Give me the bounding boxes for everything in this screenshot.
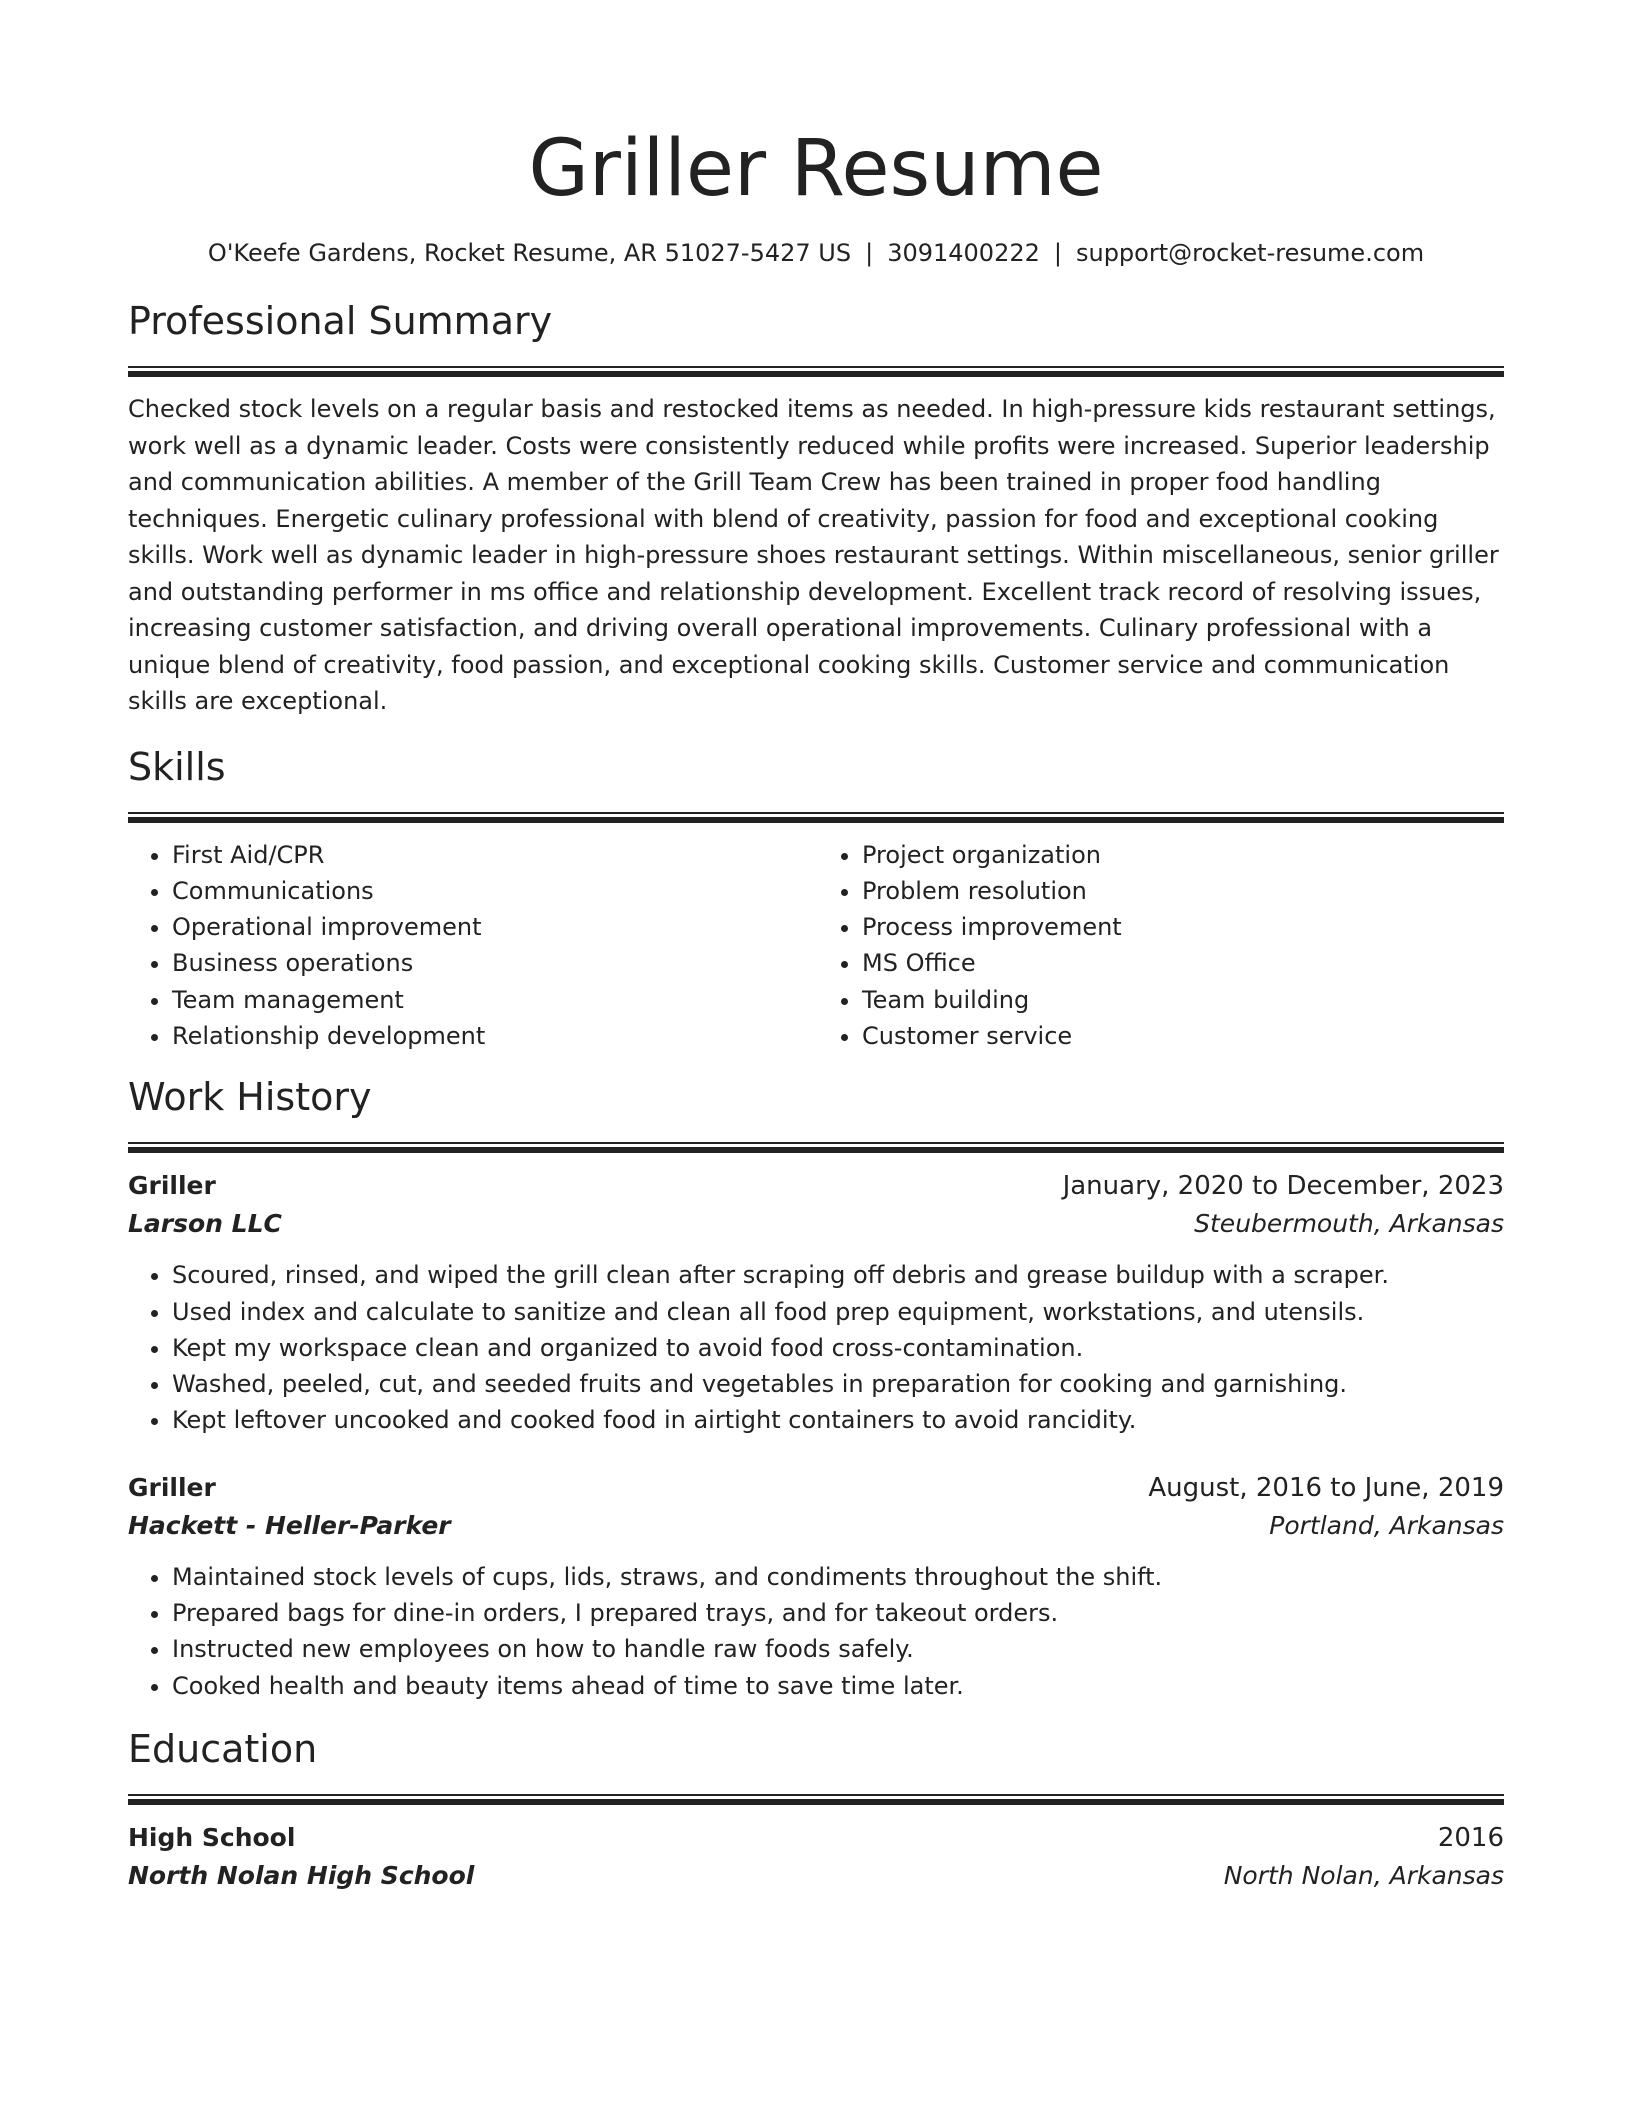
- duty-item: • Scoured, rinsed, and wiped the grill clean after scraping off debris and grease buildup with a scraper.: [172, 1257, 1504, 1293]
- education-heading: Education: [128, 1726, 318, 1771]
- job-duties: [128, 1559, 1504, 1704]
- skill-item: • Team building: [862, 982, 1504, 1018]
- skills-list-right: [816, 837, 1504, 1055]
- job-dates: January, 2020 to December, 2023: [1062, 1171, 1504, 1202]
- summary-section: [128, 296, 1504, 720]
- job-entry: [128, 1167, 1504, 1438]
- contact-separator: |: [1053, 239, 1062, 267]
- education-subheader: [128, 1857, 1504, 1895]
- skill-item: • Project organization: [862, 837, 1504, 873]
- resume-title: Griller Resume: [528, 124, 1104, 214]
- duty-item: • Used index and calculate to sanitize and clean all food prep equipment, workstations, and utensils.: [172, 1294, 1504, 1330]
- skill-item: • Communications: [172, 873, 816, 909]
- contact-phone: 3091400222: [887, 239, 1040, 267]
- duty-item: • Prepared bags for dine-in orders, I prepared trays, and for takeout orders.: [172, 1595, 1504, 1631]
- education-section: [128, 1724, 1504, 1895]
- education-school: North Nolan High School: [128, 1860, 475, 1890]
- skills-grid: [128, 837, 1504, 1055]
- section-divider: [128, 812, 1504, 823]
- duty-item: • Washed, peeled, cut, and seeded fruits and vegetables in preparation for cooking and garnishing.: [172, 1366, 1504, 1402]
- summary-text: Checked stock levels on a regular basis and restocked items as needed. In high-pressure kids restaurant settings, work well as a dynamic leader. Costs were consistently reduced while profits were increased. Superior leadership and communication abilities. A member of the Grill Team Crew has been trained in proper food handling techniques. Energetic culinary professional with blend of creativity, passion for food and exceptional cooking skills. Work well as dynamic leader in high-pressure shoes restaurant settings. Within miscellaneous, senior griller and outstanding performer in ms office and relationship development. Excellent track record of resolving issues, increasing customer satisfaction, and driving overall operational improvements. Culinary professional with a unique blend of creativity, food passion, and exceptional cooking skills. Customer service and communication skills are exceptional.: [128, 395, 1499, 715]
- job-location: Steubermouth, Arkansas: [1194, 1209, 1504, 1239]
- skill-item: • Problem resolution: [862, 873, 1504, 909]
- work-section: [128, 1072, 1504, 1704]
- job-company: Hackett - Heller-Parker: [128, 1510, 451, 1540]
- skills-heading: Skills: [128, 744, 226, 789]
- job-location: Portland, Arkansas: [1269, 1510, 1504, 1540]
- skill-item: • Operational improvement: [172, 909, 816, 945]
- job-header: [128, 1469, 1504, 1507]
- skills-section: [128, 742, 1504, 1055]
- education-degree: High School: [128, 1822, 296, 1852]
- skills-list-left: [128, 837, 816, 1055]
- skill-item: • First Aid/CPR: [172, 837, 816, 873]
- skill-item: • Business operations: [172, 945, 816, 981]
- duty-item: • Kept leftover uncooked and cooked food in airtight containers to avoid rancidity.: [172, 1402, 1504, 1438]
- job-subheader: [128, 1205, 1504, 1243]
- section-divider: [128, 1142, 1504, 1153]
- contact-separator: |: [865, 239, 874, 267]
- job-entry: [128, 1469, 1504, 1704]
- summary-heading: Professional Summary: [128, 299, 553, 343]
- skill-item: • Relationship development: [172, 1018, 816, 1054]
- skill-item: • Customer service: [862, 1018, 1504, 1054]
- work-heading: Work History: [128, 1075, 372, 1120]
- job-subheader: [128, 1507, 1504, 1545]
- skill-item: • Process improvement: [862, 909, 1504, 945]
- contact-email: support@rocket-resume.com: [1075, 239, 1425, 267]
- job-duties: [128, 1257, 1504, 1438]
- section-divider: [128, 366, 1504, 377]
- job-header: [128, 1167, 1504, 1205]
- education-entry: [128, 1819, 1504, 1895]
- job-dates: August, 2016 to June, 2019: [1148, 1472, 1504, 1503]
- job-title: Griller: [128, 1472, 216, 1502]
- duty-item: • Kept my workspace clean and organized to avoid food cross-contamination.: [172, 1330, 1504, 1366]
- skill-item: • Team management: [172, 982, 816, 1018]
- contact-address: O'Keefe Gardens, Rocket Resume, AR 51027-5427 US: [207, 239, 852, 267]
- job-title: Griller: [128, 1171, 216, 1201]
- education-year: 2016: [1437, 1822, 1504, 1853]
- education-location: North Nolan, Arkansas: [1223, 1860, 1504, 1890]
- section-divider: [128, 1794, 1504, 1805]
- education-header: [128, 1819, 1504, 1857]
- duty-item: • Maintained stock levels of cups, lids, straws, and condiments throughout the shift.: [172, 1559, 1504, 1595]
- contact-line: [128, 236, 1504, 270]
- duty-item: • Cooked health and beauty items ahead of time to save time later.: [172, 1668, 1504, 1704]
- job-company: Larson LLC: [128, 1209, 282, 1239]
- duty-item: • Instructed new employees on how to handle raw foods safely.: [172, 1631, 1504, 1667]
- skill-item: • MS Office: [862, 945, 1504, 981]
